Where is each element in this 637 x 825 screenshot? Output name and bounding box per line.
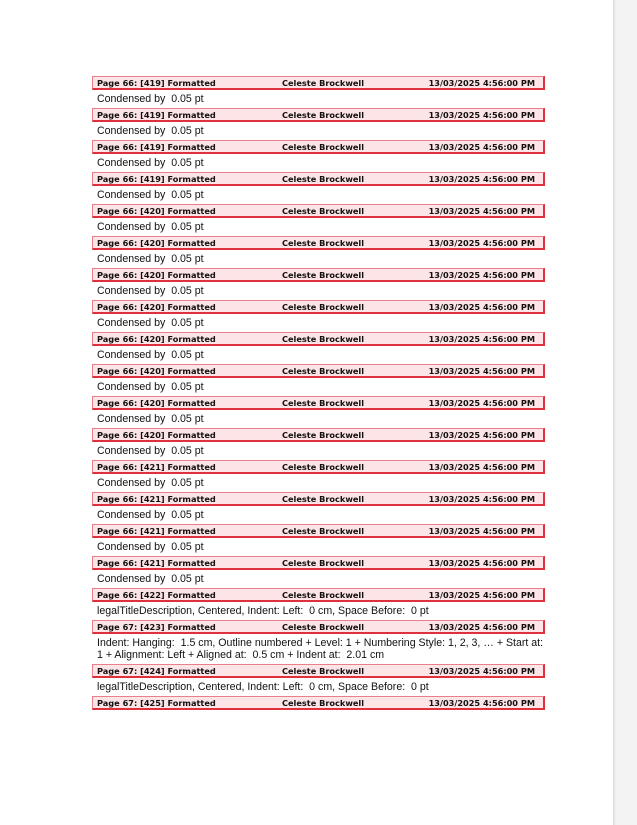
change-author: Celeste Brockwell bbox=[282, 398, 365, 408]
change-date: 13/03/2025 4:56:00 PM bbox=[428, 110, 535, 120]
change-header bbox=[92, 460, 545, 474]
change-header bbox=[92, 172, 545, 186]
change-author: Celeste Brockwell bbox=[282, 698, 365, 708]
change-description: Condensed by 0.05 pt bbox=[97, 285, 204, 297]
change-author: Celeste Brockwell bbox=[282, 666, 365, 676]
change-author: Celeste Brockwell bbox=[282, 430, 365, 440]
change-entry bbox=[92, 172, 545, 204]
change-header bbox=[92, 428, 545, 442]
change-header bbox=[92, 664, 545, 678]
change-entry bbox=[92, 492, 545, 524]
change-header bbox=[92, 108, 545, 122]
change-date: 13/03/2025 4:56:00 PM bbox=[428, 270, 535, 280]
change-description: legalTitleDescription, Centered, Indent: Left: 0 cm, Space Before: 0 pt bbox=[97, 605, 429, 617]
change-reference: Page 67: [424] Formatted bbox=[97, 666, 216, 676]
change-header bbox=[92, 696, 545, 710]
change-author: Celeste Brockwell bbox=[282, 206, 365, 216]
change-header bbox=[92, 364, 545, 378]
change-reference: Page 66: [420] Formatted bbox=[97, 302, 216, 312]
change-entry bbox=[92, 204, 545, 236]
page-shadow bbox=[613, 0, 616, 825]
change-reference: Page 66: [421] Formatted bbox=[97, 462, 216, 472]
change-reference: Page 66: [420] Formatted bbox=[97, 430, 216, 440]
change-author: Celeste Brockwell bbox=[282, 622, 365, 632]
change-date: 13/03/2025 4:56:00 PM bbox=[428, 494, 535, 504]
change-entry bbox=[92, 696, 545, 710]
change-description: Condensed by 0.05 pt bbox=[97, 93, 204, 105]
change-header bbox=[92, 300, 545, 314]
change-reference: Page 66: [422] Formatted bbox=[97, 590, 216, 600]
change-reference: Page 66: [421] Formatted bbox=[97, 494, 216, 504]
change-entry bbox=[92, 108, 545, 140]
change-description: Condensed by 0.05 pt bbox=[97, 349, 204, 361]
change-reference: Page 67: [425] Formatted bbox=[97, 698, 216, 708]
change-date: 13/03/2025 4:56:00 PM bbox=[428, 698, 535, 708]
change-reference: Page 66: [421] Formatted bbox=[97, 558, 216, 568]
change-header bbox=[92, 396, 545, 410]
change-reference: Page 66: [420] Formatted bbox=[97, 238, 216, 248]
change-entry bbox=[92, 524, 545, 556]
formatting-changes-list bbox=[92, 76, 545, 710]
change-header bbox=[92, 332, 545, 346]
change-reference: Page 66: [419] Formatted bbox=[97, 110, 216, 120]
change-description: Condensed by 0.05 pt bbox=[97, 221, 204, 233]
change-date: 13/03/2025 4:56:00 PM bbox=[428, 366, 535, 376]
change-date: 13/03/2025 4:56:00 PM bbox=[428, 430, 535, 440]
change-description: Condensed by 0.05 pt bbox=[97, 445, 204, 457]
change-reference: Page 66: [419] Formatted bbox=[97, 78, 216, 88]
change-entry bbox=[92, 76, 545, 108]
change-entry bbox=[92, 664, 545, 696]
change-description: Condensed by 0.05 pt bbox=[97, 413, 204, 425]
change-entry bbox=[92, 364, 545, 396]
change-reference: Page 66: [420] Formatted bbox=[97, 366, 216, 376]
change-entry bbox=[92, 332, 545, 364]
change-reference: Page 66: [421] Formatted bbox=[97, 526, 216, 536]
change-entry bbox=[92, 300, 545, 332]
change-header bbox=[92, 492, 545, 506]
change-reference: Page 66: [419] Formatted bbox=[97, 142, 216, 152]
change-reference: Page 66: [420] Formatted bbox=[97, 334, 216, 344]
change-description: Condensed by 0.05 pt bbox=[97, 157, 204, 169]
change-author: Celeste Brockwell bbox=[282, 494, 365, 504]
change-author: Celeste Brockwell bbox=[282, 78, 365, 88]
change-date: 13/03/2025 4:56:00 PM bbox=[428, 142, 535, 152]
change-description: Condensed by 0.05 pt bbox=[97, 125, 204, 137]
change-date: 13/03/2025 4:56:00 PM bbox=[428, 622, 535, 632]
change-description: legalTitleDescription, Centered, Indent: Left: 0 cm, Space Before: 0 pt bbox=[97, 681, 429, 693]
change-date: 13/03/2025 4:56:00 PM bbox=[428, 78, 535, 88]
change-entry bbox=[92, 588, 545, 620]
change-description: Condensed by 0.05 pt bbox=[97, 253, 204, 265]
change-description: Indent: Hanging: 1.5 cm, Outline numbered + Level: 1 + Numbering Style: 1, 2, 3, … + Start at: 1 + Alignment: Left + Aligned at: 0.5 cm + Indent at: 2.01 cm bbox=[97, 637, 547, 661]
change-header bbox=[92, 556, 545, 570]
change-description: Condensed by 0.05 pt bbox=[97, 509, 204, 521]
change-author: Celeste Brockwell bbox=[282, 334, 365, 344]
change-entry bbox=[92, 236, 545, 268]
change-description: Condensed by 0.05 pt bbox=[97, 541, 204, 553]
change-description: Condensed by 0.05 pt bbox=[97, 477, 204, 489]
change-header bbox=[92, 524, 545, 538]
change-date: 13/03/2025 4:56:00 PM bbox=[428, 666, 535, 676]
change-author: Celeste Brockwell bbox=[282, 110, 365, 120]
change-author: Celeste Brockwell bbox=[282, 302, 365, 312]
change-reference: Page 67: [423] Formatted bbox=[97, 622, 216, 632]
change-description: Condensed by 0.05 pt bbox=[97, 381, 204, 393]
change-date: 13/03/2025 4:56:00 PM bbox=[428, 558, 535, 568]
change-header bbox=[92, 204, 545, 218]
change-header bbox=[92, 236, 545, 250]
change-header bbox=[92, 268, 545, 282]
change-reference: Page 66: [420] Formatted bbox=[97, 270, 216, 280]
change-date: 13/03/2025 4:56:00 PM bbox=[428, 334, 535, 344]
change-author: Celeste Brockwell bbox=[282, 366, 365, 376]
change-header bbox=[92, 140, 545, 154]
change-entry bbox=[92, 140, 545, 172]
change-date: 13/03/2025 4:56:00 PM bbox=[428, 462, 535, 472]
change-author: Celeste Brockwell bbox=[282, 238, 365, 248]
change-reference: Page 66: [420] Formatted bbox=[97, 206, 216, 216]
change-date: 13/03/2025 4:56:00 PM bbox=[428, 206, 535, 216]
change-author: Celeste Brockwell bbox=[282, 142, 365, 152]
change-date: 13/03/2025 4:56:00 PM bbox=[428, 302, 535, 312]
change-author: Celeste Brockwell bbox=[282, 526, 365, 536]
change-entry bbox=[92, 460, 545, 492]
change-entry bbox=[92, 428, 545, 460]
change-entry bbox=[92, 620, 545, 664]
change-date: 13/03/2025 4:56:00 PM bbox=[428, 174, 535, 184]
change-date: 13/03/2025 4:56:00 PM bbox=[428, 590, 535, 600]
change-author: Celeste Brockwell bbox=[282, 174, 365, 184]
change-description: Condensed by 0.05 pt bbox=[97, 317, 204, 329]
change-entry bbox=[92, 556, 545, 588]
change-date: 13/03/2025 4:56:00 PM bbox=[428, 238, 535, 248]
change-header bbox=[92, 76, 545, 90]
change-description: Condensed by 0.05 pt bbox=[97, 573, 204, 585]
change-author: Celeste Brockwell bbox=[282, 558, 365, 568]
change-header bbox=[92, 588, 545, 602]
change-author: Celeste Brockwell bbox=[282, 270, 365, 280]
change-entry bbox=[92, 268, 545, 300]
change-date: 13/03/2025 4:56:00 PM bbox=[428, 526, 535, 536]
change-description: Condensed by 0.05 pt bbox=[97, 189, 204, 201]
change-reference: Page 66: [419] Formatted bbox=[97, 174, 216, 184]
change-header bbox=[92, 620, 545, 634]
change-entry bbox=[92, 396, 545, 428]
change-author: Celeste Brockwell bbox=[282, 462, 365, 472]
change-reference: Page 66: [420] Formatted bbox=[97, 398, 216, 408]
change-author: Celeste Brockwell bbox=[282, 590, 365, 600]
change-date: 13/03/2025 4:56:00 PM bbox=[428, 398, 535, 408]
